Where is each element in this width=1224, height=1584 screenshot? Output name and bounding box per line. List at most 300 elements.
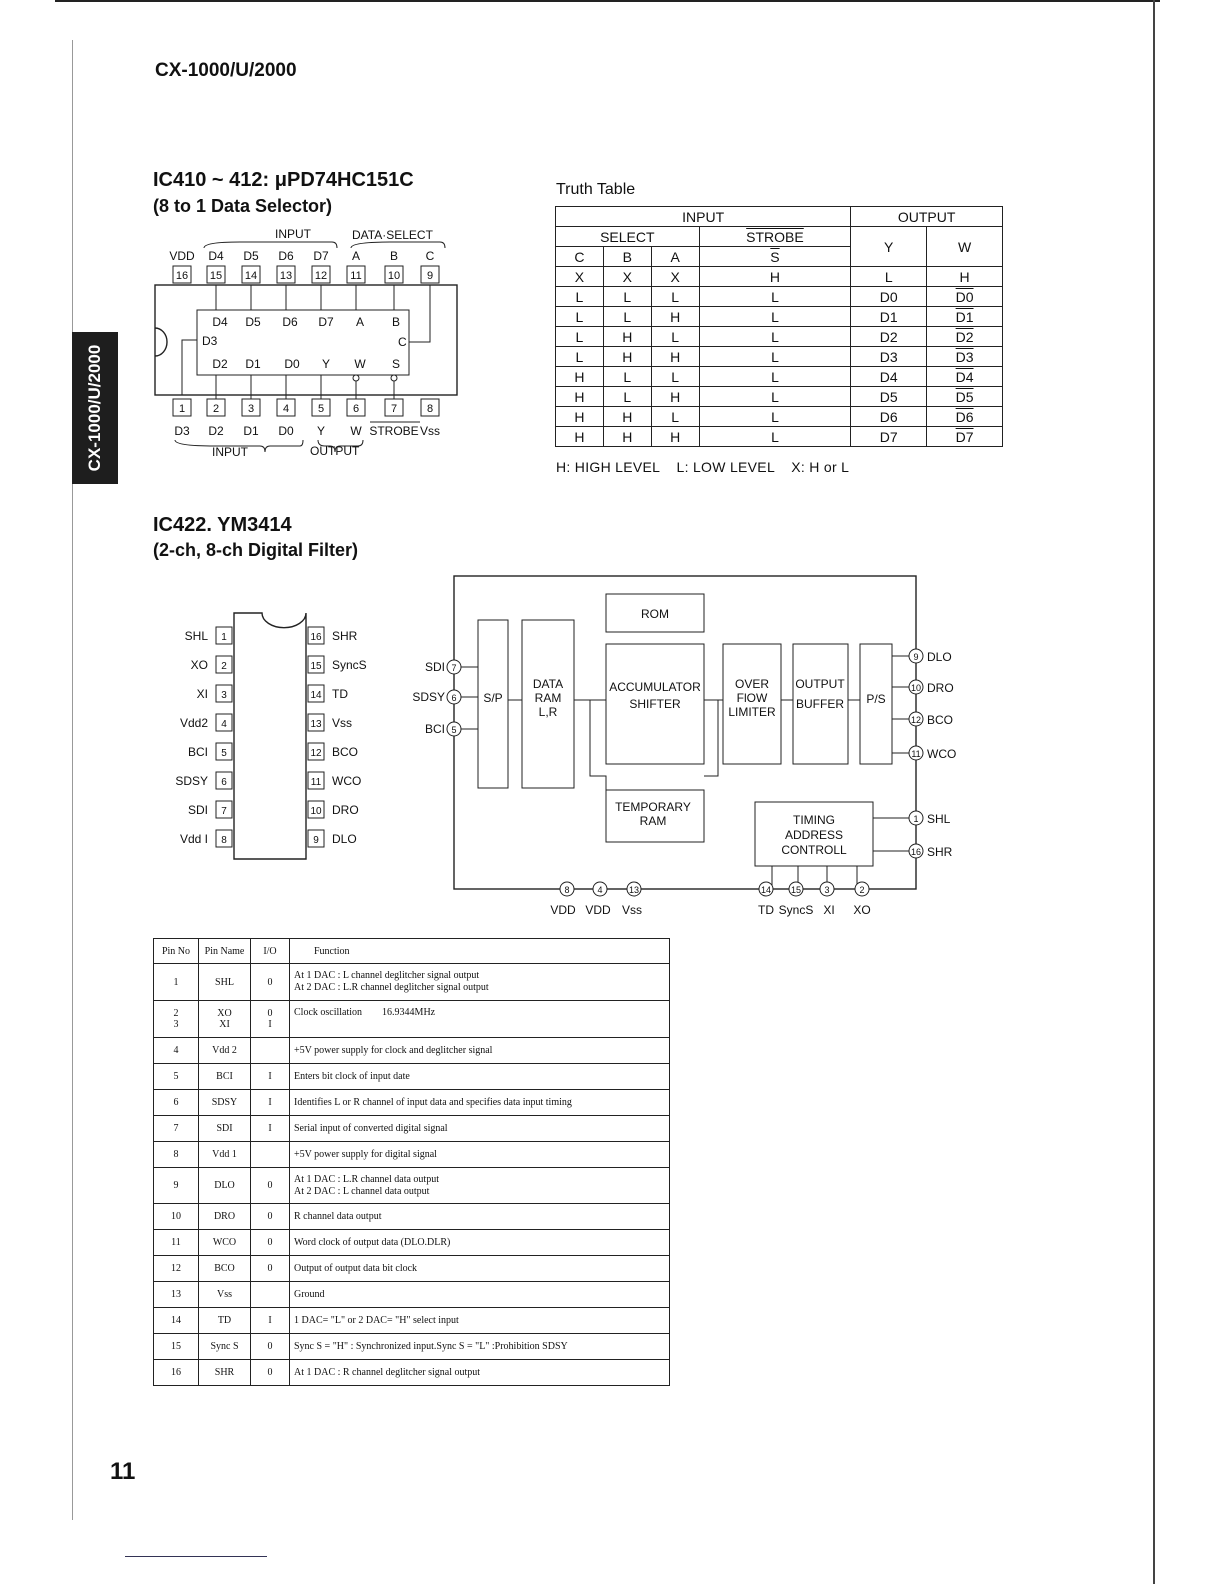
block-power-label: Vss <box>621 903 643 917</box>
pin-table-row <box>154 1001 670 1038</box>
side-tab-label: CX-1000/U/2000 <box>85 344 104 472</box>
block-pin-number: 7 <box>451 663 457 673</box>
ic1-inverter-bubble <box>391 375 397 381</box>
block-pin-number: 9 <box>913 652 919 662</box>
pin-table-io: 0 <box>251 1256 290 1282</box>
truth-table-cell: L <box>699 347 851 367</box>
ic1-top-pin-number: 10 <box>387 270 401 282</box>
ic1-inner-label: D1 <box>245 357 261 371</box>
truth-table-cell: L <box>651 407 699 427</box>
block-rom-label: ROM <box>641 607 669 621</box>
block-pin-number: 1 <box>913 814 919 824</box>
ic1-top-pin-number: 16 <box>175 270 189 282</box>
block-pin-number: 12 <box>910 715 922 725</box>
ic1-bottom-pin-label: Vss <box>419 424 441 438</box>
block-pin-number: 16 <box>910 847 922 857</box>
truth-table-row <box>556 307 1003 327</box>
truth-table-cell: L <box>651 327 699 347</box>
block-timing-output-name: SHL <box>927 812 951 826</box>
pin-table-function-line <box>294 1019 665 1031</box>
ic1-title: IC410 ~ 412: μPD74HC151C <box>153 169 414 191</box>
block-label-line: RAM <box>639 814 667 828</box>
ic1-bottom-pin-label: D2 <box>208 424 224 438</box>
pin-table-function-line: At 1 DAC : L.R channel data output <box>294 1173 439 1185</box>
ic1-chip-body <box>155 285 457 395</box>
truth-table-cell: D6 <box>927 407 1003 427</box>
truth-table-cell: L <box>699 407 851 427</box>
truth-table-cell: H <box>651 347 699 367</box>
truth-table-col-s: $\overline{S}$ <box>699 247 851 267</box>
pin-table-function-line: At 1 DAC : R channel deglitcher signal output <box>294 1366 481 1378</box>
pin-table-io: 0 <box>251 1360 290 1386</box>
page-header: CX-1000/U/2000 <box>155 60 297 81</box>
block-input-name: BCI <box>424 722 445 736</box>
ic2-chip-body <box>234 613 306 859</box>
ic1-notch <box>155 328 167 356</box>
block-label-line: L,R <box>538 705 558 719</box>
pin-table-function <box>290 1116 670 1142</box>
right-rule <box>1153 0 1155 1584</box>
block-output-name: DRO <box>927 681 954 695</box>
truth-table-cell: L <box>699 427 851 447</box>
pin-table-name: Vss <box>199 1282 251 1308</box>
ic2-right-pin-name: TD <box>332 687 348 701</box>
truth-table-cell: H <box>556 387 604 407</box>
pin-table-function-line: Serial input of converted digital signal <box>294 1122 448 1134</box>
block-power-label: VDD <box>550 903 576 917</box>
ic1-inner-label: D4 <box>212 315 228 329</box>
block-wiring-temp <box>590 700 718 790</box>
truth-table-cell: X <box>603 267 651 287</box>
ic1-top-pin-number: 9 <box>426 270 434 282</box>
pin-table-function <box>290 1204 670 1230</box>
pin-table-no: 6 <box>154 1090 199 1116</box>
truth-table <box>555 206 1003 447</box>
bottom-rule <box>125 1556 267 1557</box>
pin-table-function <box>290 1168 670 1204</box>
truth-table-cell: H <box>603 347 651 367</box>
truth-table-cell: L <box>603 287 651 307</box>
block-timing-label: XO <box>853 903 871 917</box>
block-pin-number: 4 <box>597 885 603 895</box>
pin-table-io: 0 <box>251 964 290 1001</box>
side-tab <box>72 332 118 484</box>
ic2-right-pin-number: 14 <box>310 690 322 701</box>
ic2-left-pin-number: 8 <box>221 835 227 846</box>
truth-table-cell: D0 <box>927 287 1003 307</box>
ic2-pinout-diagram <box>160 605 390 870</box>
ic1-top-pin-label: A <box>351 249 361 263</box>
ic1-top-pin-label: C <box>425 249 435 263</box>
truth-table-col-y: Y <box>851 227 927 267</box>
pin-table-function-line: At 2 DAC : L.R channel deglitcher signal output <box>294 982 489 993</box>
ic1-inner-label: D6 <box>282 315 298 329</box>
pin-table-no: 16 <box>154 1360 199 1386</box>
ic2-right-pin-name: SHR <box>332 629 358 643</box>
ic2-right-pin-name: SyncS <box>332 658 367 672</box>
block-label-line: TEMPORARY <box>615 800 691 814</box>
block-pin-number: 3 <box>824 885 830 895</box>
block-label-line: BUFFER <box>796 697 844 711</box>
pin-table-function <box>290 1282 670 1308</box>
ic1-bottom-pin-number: 3 <box>247 403 255 415</box>
block-timing-output-name: SHR <box>927 845 953 859</box>
block-output-name: BCO <box>927 713 954 727</box>
pin-table-row <box>154 1064 670 1090</box>
ic2-left-pin-name: XO <box>190 658 208 672</box>
ic1-inner-label: B <box>391 315 401 329</box>
pin-table-function-line: +5V power supply for clock and deglitcher signal <box>294 1044 493 1056</box>
block-wiring-timing-bottom <box>772 866 857 889</box>
pin-table-function-line: At 1 DAC : L channel deglitcher signal output <box>294 970 480 981</box>
pin-table-io: I <box>251 1064 290 1090</box>
pin-table-row <box>154 1090 670 1116</box>
truth-table-cell: H <box>651 387 699 407</box>
ic2-left-pin-name: SDI <box>187 803 208 817</box>
pin-table-row <box>154 1142 670 1168</box>
truth-table-cell: D1 <box>851 307 927 327</box>
pin-table-name: DRO <box>199 1204 251 1230</box>
ic1-bottom-pin-label: Y <box>316 424 326 438</box>
ic1-top-pin-number: 11 <box>350 270 362 282</box>
pin-table-function-line: Word clock of output data (DLO.DLR) <box>294 1236 451 1248</box>
truth-table-cell: H <box>603 427 651 447</box>
truth-table-cell: D3 <box>851 347 927 367</box>
truth-table-cell: L <box>603 367 651 387</box>
pin-table-row <box>154 1282 670 1308</box>
block-label-line: ADDRESS <box>784 828 844 842</box>
pin-table-row <box>154 1334 670 1360</box>
truth-table-cell: H <box>556 407 604 427</box>
ic1-inner-label: D0 <box>284 357 300 371</box>
pin-table-name: SHR <box>199 1360 251 1386</box>
block-pin-number: 10 <box>910 683 922 693</box>
pin-table-function-line: Ground <box>294 1288 325 1300</box>
left-rule <box>72 40 73 1520</box>
truth-table-col-b: B <box>603 247 651 267</box>
block-label-line: ACCUMULATOR <box>609 680 701 694</box>
truth-table-cell: D7 <box>927 427 1003 447</box>
pin-table-no: 14 <box>154 1308 199 1334</box>
truth-table-row <box>556 367 1003 387</box>
pin-table-name: SDSY <box>199 1090 251 1116</box>
truth-table-cell: D6 <box>851 407 927 427</box>
truth-table-input-header: INPUT <box>556 207 851 227</box>
pin-table-io: I <box>251 1090 290 1116</box>
ic1-inner-label: S <box>391 357 401 371</box>
block-ps-label: P/S <box>866 692 886 706</box>
ic2-left-pin-number: 7 <box>221 806 227 817</box>
block-diagram <box>400 570 970 925</box>
ic2-right-pin-number: 11 <box>310 777 322 788</box>
truth-table-cell: D5 <box>927 387 1003 407</box>
pin-table-function-line: Enters bit clock of input date <box>294 1070 410 1082</box>
ic1-top-pin-label: B <box>389 249 399 263</box>
ic1-bottom-pin-number: 7 <box>390 403 398 415</box>
pin-table-function <box>290 1334 670 1360</box>
pin-table-row <box>154 1116 670 1142</box>
ic1-subtitle: (8 to 1 Data Selector) <box>153 196 333 216</box>
ic1-bottom-pin-number: 6 <box>352 403 360 415</box>
ic2-left-pin-name: BCI <box>187 745 208 759</box>
block-output-name: WCO <box>927 747 957 761</box>
pin-table-no: 8 <box>154 1142 199 1168</box>
pin-table-no: 12 <box>154 1256 199 1282</box>
truth-table-row <box>556 407 1003 427</box>
page-number: 11 <box>110 1458 136 1485</box>
block-timing-label: TD <box>758 903 774 917</box>
pin-table-function <box>290 1064 670 1090</box>
truth-table-row <box>556 267 1003 287</box>
pin-table-no: 4 <box>154 1038 199 1064</box>
block-label-line: RAM <box>534 691 562 705</box>
pin-table-io <box>251 1038 290 1064</box>
truth-table-cell: D2 <box>927 327 1003 347</box>
truth-table-row <box>556 427 1003 447</box>
ic2-title: IC422. YM3414 <box>153 514 292 536</box>
pin-table-no: 5 <box>154 1064 199 1090</box>
pin-table-function-line: 1 DAC= "L" or 2 DAC= "H" select input <box>294 1314 459 1326</box>
ic2-left-pin-number: 4 <box>221 719 227 730</box>
pin-table-name: Vdd 1 <box>199 1142 251 1168</box>
ic2-left-pin-name: SHL <box>184 629 208 643</box>
ic1-bottom-pin-number: 4 <box>282 403 290 415</box>
truth-table-cell: L <box>603 387 651 407</box>
pin-table-row <box>154 1230 670 1256</box>
truth-table-cell: L <box>556 327 604 347</box>
ic2-right-pin-number: 12 <box>310 748 322 759</box>
ic1-top-pin-label: D7 <box>313 249 329 263</box>
truth-table-cell: D2 <box>851 327 927 347</box>
block-label-line: TIMING <box>793 813 835 827</box>
ic1-bottom-pin-label: STROBE <box>369 424 419 438</box>
ic2-left-pin-number: 2 <box>221 661 227 672</box>
block-label-line: DATA <box>532 677 564 691</box>
ic1-inner-label: C <box>398 335 407 349</box>
pin-table-row <box>154 1038 670 1064</box>
truth-table-cell: D4 <box>927 367 1003 387</box>
truth-table-select-header: SELECT <box>556 227 700 247</box>
pin-table-name: SHL <box>199 964 251 1001</box>
truth-table-cell: L <box>851 267 927 287</box>
truth-table-cell: L <box>699 287 851 307</box>
block-timing-label: SyncS <box>778 903 814 917</box>
ic2-left-pin-number: 3 <box>221 690 227 701</box>
pin-table-header-io: I/O <box>251 939 290 964</box>
pin-table-no: 15 <box>154 1334 199 1360</box>
ic2-left-pin-name: XI <box>196 687 208 701</box>
block-wiring-timing-out <box>873 818 916 851</box>
truth-table-cell: D1 <box>927 307 1003 327</box>
truth-table-row <box>556 387 1003 407</box>
pin-table-function <box>290 1308 670 1334</box>
ic1-inner-label: D2 <box>212 357 228 371</box>
block-input-name: SDI <box>424 660 445 674</box>
block-power-label: VDD <box>585 903 611 917</box>
pin-table-function <box>290 1230 670 1256</box>
pin-table-name: BCO <box>199 1256 251 1282</box>
block-wiring-outputs <box>892 656 916 753</box>
truth-table-row <box>556 287 1003 307</box>
pin-table-row <box>154 1308 670 1334</box>
ic1-group-select-label: DATA·SELECT <box>352 228 433 242</box>
block-output-name: DLO <box>927 650 952 664</box>
pin-table-header-function: Function <box>290 939 670 964</box>
pin-table-name: WCO <box>199 1230 251 1256</box>
ic1-top-pin-label: D5 <box>243 249 259 263</box>
ic1-top-pin-label: D6 <box>278 249 294 263</box>
ic2-right-pin-name: Vss <box>332 716 353 730</box>
pin-table-io: 0 I <box>251 1001 290 1038</box>
pin-table-function-line: Output of output data bit clock <box>294 1262 418 1274</box>
pin-table-no: 1 <box>154 964 199 1001</box>
block-sp-label: S/P <box>483 691 503 705</box>
pin-table-function <box>290 1142 670 1168</box>
pin-table-function <box>290 1360 670 1386</box>
pin-function-table <box>153 938 670 1386</box>
pin-table-row <box>154 1168 670 1204</box>
ic1-bottom-pin-label: D3 <box>174 424 190 438</box>
ic1-top-pin-label: D4 <box>208 249 224 263</box>
pin-table-function <box>290 964 670 1001</box>
pin-table-no: 2 3 <box>154 1001 199 1038</box>
pin-table-name: XO XI <box>199 1001 251 1038</box>
pin-table-function-line: Sync S = "H" : Synchronized input.Sync S = "L" :Prohibition SDSY <box>294 1340 568 1352</box>
ic1-inner-label: D5 <box>245 315 261 329</box>
ic1-inner-label: D3 <box>202 334 218 348</box>
truth-table-cell: H <box>556 427 604 447</box>
pin-table-io <box>251 1142 290 1168</box>
ic2-left-pin-name: Vdd2 <box>179 716 208 730</box>
ic1-inner-label: Y <box>321 357 331 371</box>
pin-table-header-no: Pin No <box>154 939 199 964</box>
pin-table-io: I <box>251 1308 290 1334</box>
truth-table-cell: H <box>603 327 651 347</box>
truth-table-col-w: W <box>927 227 1003 267</box>
truth-table-cell: L <box>603 307 651 327</box>
ic1-inner-label: D7 <box>318 315 334 329</box>
ic1-top-pin-number: 12 <box>314 270 328 282</box>
truth-table-cell: L <box>556 287 604 307</box>
pin-table-name: Vdd 2 <box>199 1038 251 1064</box>
block-pin-number: 2 <box>859 885 865 895</box>
ic2-left-pin-number: 5 <box>221 748 227 759</box>
ic1-top-pin-number: 13 <box>279 270 293 282</box>
ic2-right-pin-number: 15 <box>310 661 322 672</box>
pin-table-no: 7 <box>154 1116 199 1142</box>
pin-table-io <box>251 1282 290 1308</box>
pin-table-row <box>154 1204 670 1230</box>
block-label-line: FlOW <box>736 691 768 705</box>
ic2-right-pin-number: 13 <box>310 719 322 730</box>
ic1-inner-block <box>197 310 409 375</box>
ic2-left-pin-number: 6 <box>221 777 227 788</box>
pin-table-name: TD <box>199 1308 251 1334</box>
pin-table-name: BCI <box>199 1064 251 1090</box>
ic1-inner-label: A <box>355 315 365 329</box>
pin-table-no: 10 <box>154 1204 199 1230</box>
ic1-top-pin-label: VDD <box>169 249 195 263</box>
block-pin-number: 14 <box>760 885 772 895</box>
pin-table-function-line: Clock oscillation 16.9344MHz <box>294 1007 436 1018</box>
pin-table-no: 13 <box>154 1282 199 1308</box>
truth-table-cell: L <box>699 327 851 347</box>
block-label-line: OUTPUT <box>795 677 845 691</box>
ic1-bottom-pin-label: D0 <box>278 424 294 438</box>
pin-table-function-line: At 2 DAC : L channel data output <box>294 1185 430 1197</box>
block-label-line: SHIFTER <box>629 697 681 711</box>
pin-table-name: Sync S <box>199 1334 251 1360</box>
truth-table-cell: X <box>651 267 699 287</box>
pin-table-row <box>154 1256 670 1282</box>
ic1-bottom-pin-number: 5 <box>317 403 325 415</box>
pin-table-row <box>154 964 670 1001</box>
block-pin-number: 6 <box>451 693 457 703</box>
truth-table-cell: D4 <box>851 367 927 387</box>
ic2-right-pin-name: BCO <box>332 745 359 759</box>
pin-table-header-name: Pin Name <box>199 939 251 964</box>
truth-table-cell: D7 <box>851 427 927 447</box>
ic2-right-pin-number: 16 <box>310 632 322 643</box>
ic1-inner-label: W <box>354 357 366 371</box>
block-pin-number: 13 <box>628 885 640 895</box>
block-pin-number: 5 <box>451 725 457 735</box>
pin-table-io: 0 <box>251 1168 290 1204</box>
truth-table-col-c: C <box>556 247 604 267</box>
ic1-select-brace <box>351 242 445 248</box>
block-input-name: SDSY <box>412 690 445 704</box>
truth-table-col-a: A <box>651 247 699 267</box>
truth-table-cell: D3 <box>927 347 1003 367</box>
truth-table-cell: L <box>651 367 699 387</box>
ic1-top-pin-number: 14 <box>244 270 258 282</box>
block-pin-number: 11 <box>911 749 921 759</box>
ic1-bottom-pin-number: 1 <box>178 403 186 415</box>
ic1-inverter-bubble <box>353 375 359 381</box>
ic2-right-pin-number: 9 <box>313 835 319 846</box>
truth-table-cell: H <box>556 367 604 387</box>
ic1-bottom-pin-number: 2 <box>212 403 220 415</box>
block-timing-label: XI <box>823 903 835 917</box>
ic2-right-pin-name: WCO <box>332 774 362 788</box>
truth-table-legend: H: HIGH LEVEL L: LOW LEVEL X: H or L <box>556 459 850 475</box>
ic1-input-brace <box>204 242 337 248</box>
ic2-right-pin-name: DLO <box>332 832 357 846</box>
truth-table-cell: L <box>556 347 604 367</box>
pin-table-function-line: +5V power supply for digital signal <box>294 1148 437 1160</box>
block-label-line: OVER <box>734 677 770 691</box>
pin-table-function <box>290 1256 670 1282</box>
pin-table-no: 9 <box>154 1168 199 1204</box>
block-label-line: CONTROLL <box>781 843 847 857</box>
top-rule <box>55 0 1160 2</box>
ic1-pinout-diagram <box>140 222 480 467</box>
pin-table-function <box>290 1001 670 1038</box>
ic2-subtitle: (2-ch, 8-ch Digital Filter) <box>153 540 359 560</box>
block-pin-number: 8 <box>564 885 570 895</box>
block-label-line: LIMITER <box>728 705 776 719</box>
pin-table-no: 11 <box>154 1230 199 1256</box>
ic2-left-pin-name: Vdd I <box>179 832 208 846</box>
truth-table-cell: L <box>699 367 851 387</box>
block-pin-number: 15 <box>790 885 802 895</box>
ic2-right-pin-number: 10 <box>310 806 322 817</box>
pin-table-io: 0 <box>251 1230 290 1256</box>
ic1-bottom-output-label: OUTPUT <box>310 444 360 458</box>
pin-table-function-line: R channel data output <box>294 1210 382 1222</box>
ic1-wire-d3 <box>182 340 197 395</box>
truth-table-cell: L <box>556 307 604 327</box>
